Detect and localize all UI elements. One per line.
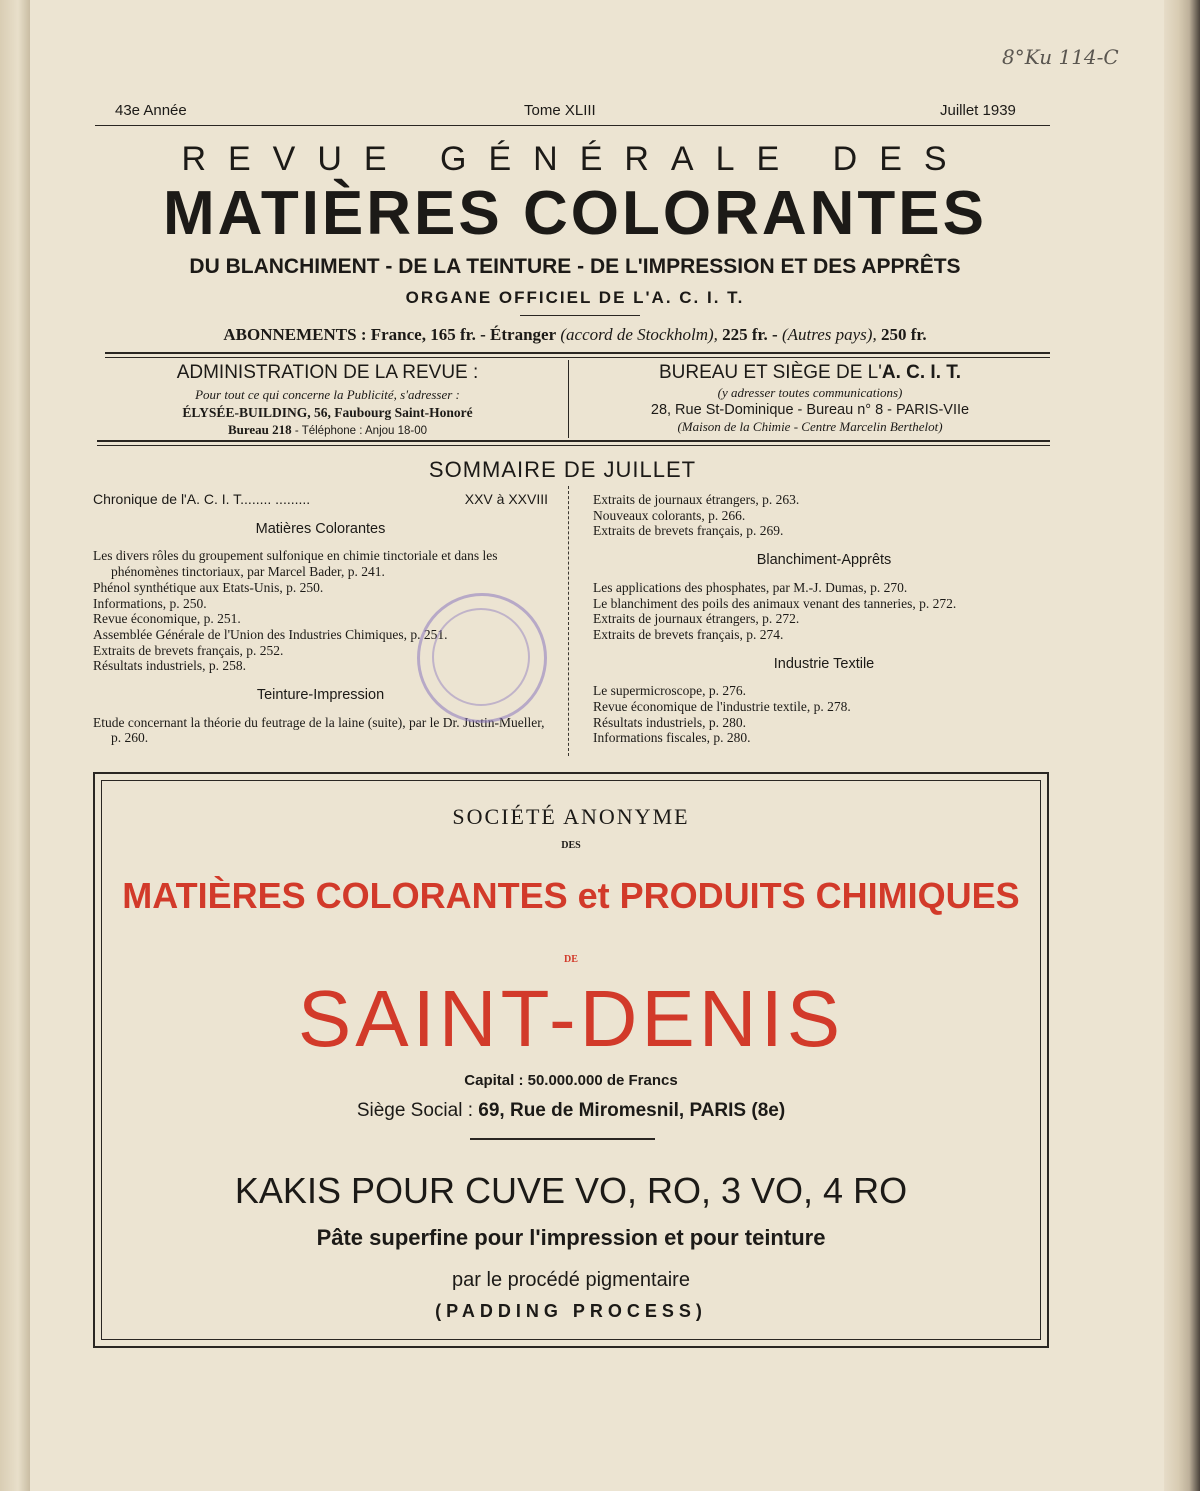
toc-entry: Extraits de brevets français, p. 274. [593, 626, 784, 642]
bureau-address: 28, Rue St-Dominique - Bureau n° 8 - PARIS-VIIe [650, 402, 970, 418]
ad-padding: (PADDING PROCESS) [435, 1301, 707, 1321]
bureau-title-text: BUREAU ET SIÈGE DE L' [658, 362, 882, 383]
ad-siege-label: Siège Social : [356, 1100, 473, 1121]
subscription-other-price: 250 fr. [880, 325, 927, 344]
chronique-label: Chronique de l'A. C. I. T........ ......... [93, 491, 311, 507]
organe-line: ORGANE OFFICIEL DE L'A. C. I. T. [405, 288, 745, 307]
ad-des: DES [561, 840, 581, 851]
divider [95, 125, 1050, 126]
toc-entry: Les divers rôles du groupement sulfonique en chimie tinctoriale et dans les phénomènes tinctoriaux, par Marcel Bader, p. 241. [93, 548, 498, 580]
ad-societe: SOCIÉTÉ ANONYME [452, 804, 690, 829]
section-heading: Blanchiment-Apprêts [756, 552, 892, 569]
subscription-france: France, 165 fr. - Étranger [370, 325, 557, 344]
double-rule [105, 352, 1050, 354]
toc-entry: Revue économique de l'industrie textile, p. 278. [593, 699, 851, 715]
ad-de: DE [564, 954, 578, 965]
issue-tome: Tome XLIII [524, 102, 596, 119]
toc-entry: Résultats industriels, p. 258. [93, 658, 246, 674]
divider [470, 1138, 655, 1140]
toc-entry: Informations, p. 250. [93, 595, 207, 611]
chronique-pages: XXV à XXVIII [464, 491, 548, 507]
chronique-entry [93, 492, 548, 508]
ad-siege-address: 69, Rue de Miromesnil, PARIS (8e) [478, 1100, 786, 1121]
ad-pate: Pâte superfine pour l'impression et pour teinture [316, 1225, 826, 1250]
library-stamp [417, 593, 547, 723]
subscription-foreign-price: 225 fr. - [722, 325, 778, 344]
toc-entry: Etude concernant la théorie du feutrage de la laine (suite), par le Dr. Justin-Mueller, p. 260. [93, 714, 545, 746]
divider [520, 315, 640, 316]
toc-entry: Revue économique, p. 251. [93, 611, 241, 627]
ad-product: KAKIS POUR CUVE VO, RO, 3 VO, 4 RO [234, 1170, 908, 1211]
bureau-maison: (Maison de la Chimie - Centre Marcelin Berthelot) [677, 419, 943, 434]
toc-entry: Phénol synthétique aux Etats-Unis, p. 250. [93, 579, 324, 595]
toc-entry: Résultats industriels, p. 280. [593, 714, 746, 730]
toc-entry: Le supermicroscope, p. 276. [593, 683, 746, 699]
masthead-title: MATIÈRES COLORANTES [163, 179, 987, 248]
ad-city: SAINT-DENIS [297, 974, 845, 1063]
subscriptions-label: ABONNEMENTS : [223, 325, 367, 344]
bureau-title [585, 362, 1035, 384]
sommaire-right-column [593, 492, 1055, 746]
section-heading: Teinture-Impression [256, 687, 385, 704]
advertisement [93, 772, 1049, 1348]
page-edge [1164, 0, 1200, 1491]
title-top: REVUE GÉNÉRALE DES [181, 140, 969, 178]
section-heading: Industrie Textile [773, 655, 875, 672]
stamp-inner-ring [432, 608, 530, 706]
right-sections [593, 553, 1055, 746]
bureau-title-acit: A. C. I. T. [881, 362, 962, 383]
toc-entry: Extraits de journaux étrangers, p. 272. [593, 611, 800, 627]
double-rule [97, 440, 1050, 442]
administration-phone [100, 422, 555, 438]
administration-address: ÉLYSÉE-BUILDING, 56, Faubourg Saint-Honoré [182, 405, 473, 420]
toc-entry: Informations fiscales, p. 280. [593, 730, 751, 746]
subscription-other: (Autres pays), [781, 325, 877, 344]
administration-note: Pour tout ce qui concerne la Publicité, s'adresser : [195, 387, 460, 402]
toc-entry: Extraits de brevets français, p. 252. [93, 642, 284, 658]
toc-entry: Nouveaux colorants, p. 266. [593, 507, 746, 523]
issue-date: Juillet 1939 [940, 102, 1016, 119]
ad-company: MATIÈRES COLORANTES et PRODUITS CHIMIQUES [122, 875, 1020, 916]
bureau-block [585, 362, 1035, 435]
toc-entry: Le blanchiment des poils des animaux venant des tanneries, p. 272. [593, 595, 957, 611]
shelfmark: 8°Ku 114-C [1002, 45, 1119, 69]
bureau-note: (y adresser toutes communications) [717, 385, 903, 400]
ad-capital: Capital : 50.000.000 de Francs [464, 1072, 678, 1089]
column-divider [568, 360, 569, 438]
toc-entry: Assemblée Générale de l'Union des Industries Chimiques, p. 251. [93, 626, 448, 642]
sommaire-divider [568, 486, 569, 756]
double-rule [97, 445, 1050, 446]
ad-procede: par le procédé pigmentaire [452, 1269, 690, 1291]
administration-title: ADMINISTRATION DE LA REVUE : [176, 362, 479, 383]
ad-siege [95, 1099, 1047, 1123]
subscription-accord: (accord de Stockholm), [560, 325, 718, 344]
toc-entry: Extraits de brevets français, p. 269. [593, 523, 784, 539]
administration-bureau: Bureau 218 [227, 422, 292, 437]
right-top-items [593, 492, 1055, 539]
section-heading: Matières Colorantes [255, 520, 386, 537]
toc-entry: Les applications des phosphates, par M.-J. Dumas, p. 270. [593, 579, 908, 595]
masthead-subtitle: DU BLANCHIMENT - DE LA TEINTURE - DE L'IMPRESSION ET DES APPRÊTS [189, 255, 961, 278]
sommaire-title: SOMMAIRE DE JUILLET [428, 457, 697, 482]
issue-year: 43e Année [115, 102, 187, 119]
double-rule [105, 357, 1050, 358]
previous-page-edge [0, 0, 30, 1491]
administration-telephone: - Téléphone : Anjou 18-00 [294, 425, 428, 437]
administration-block [100, 362, 555, 438]
toc-entry: Extraits de journaux étrangers, p. 263. [593, 492, 800, 507]
subscriptions [95, 325, 1055, 345]
